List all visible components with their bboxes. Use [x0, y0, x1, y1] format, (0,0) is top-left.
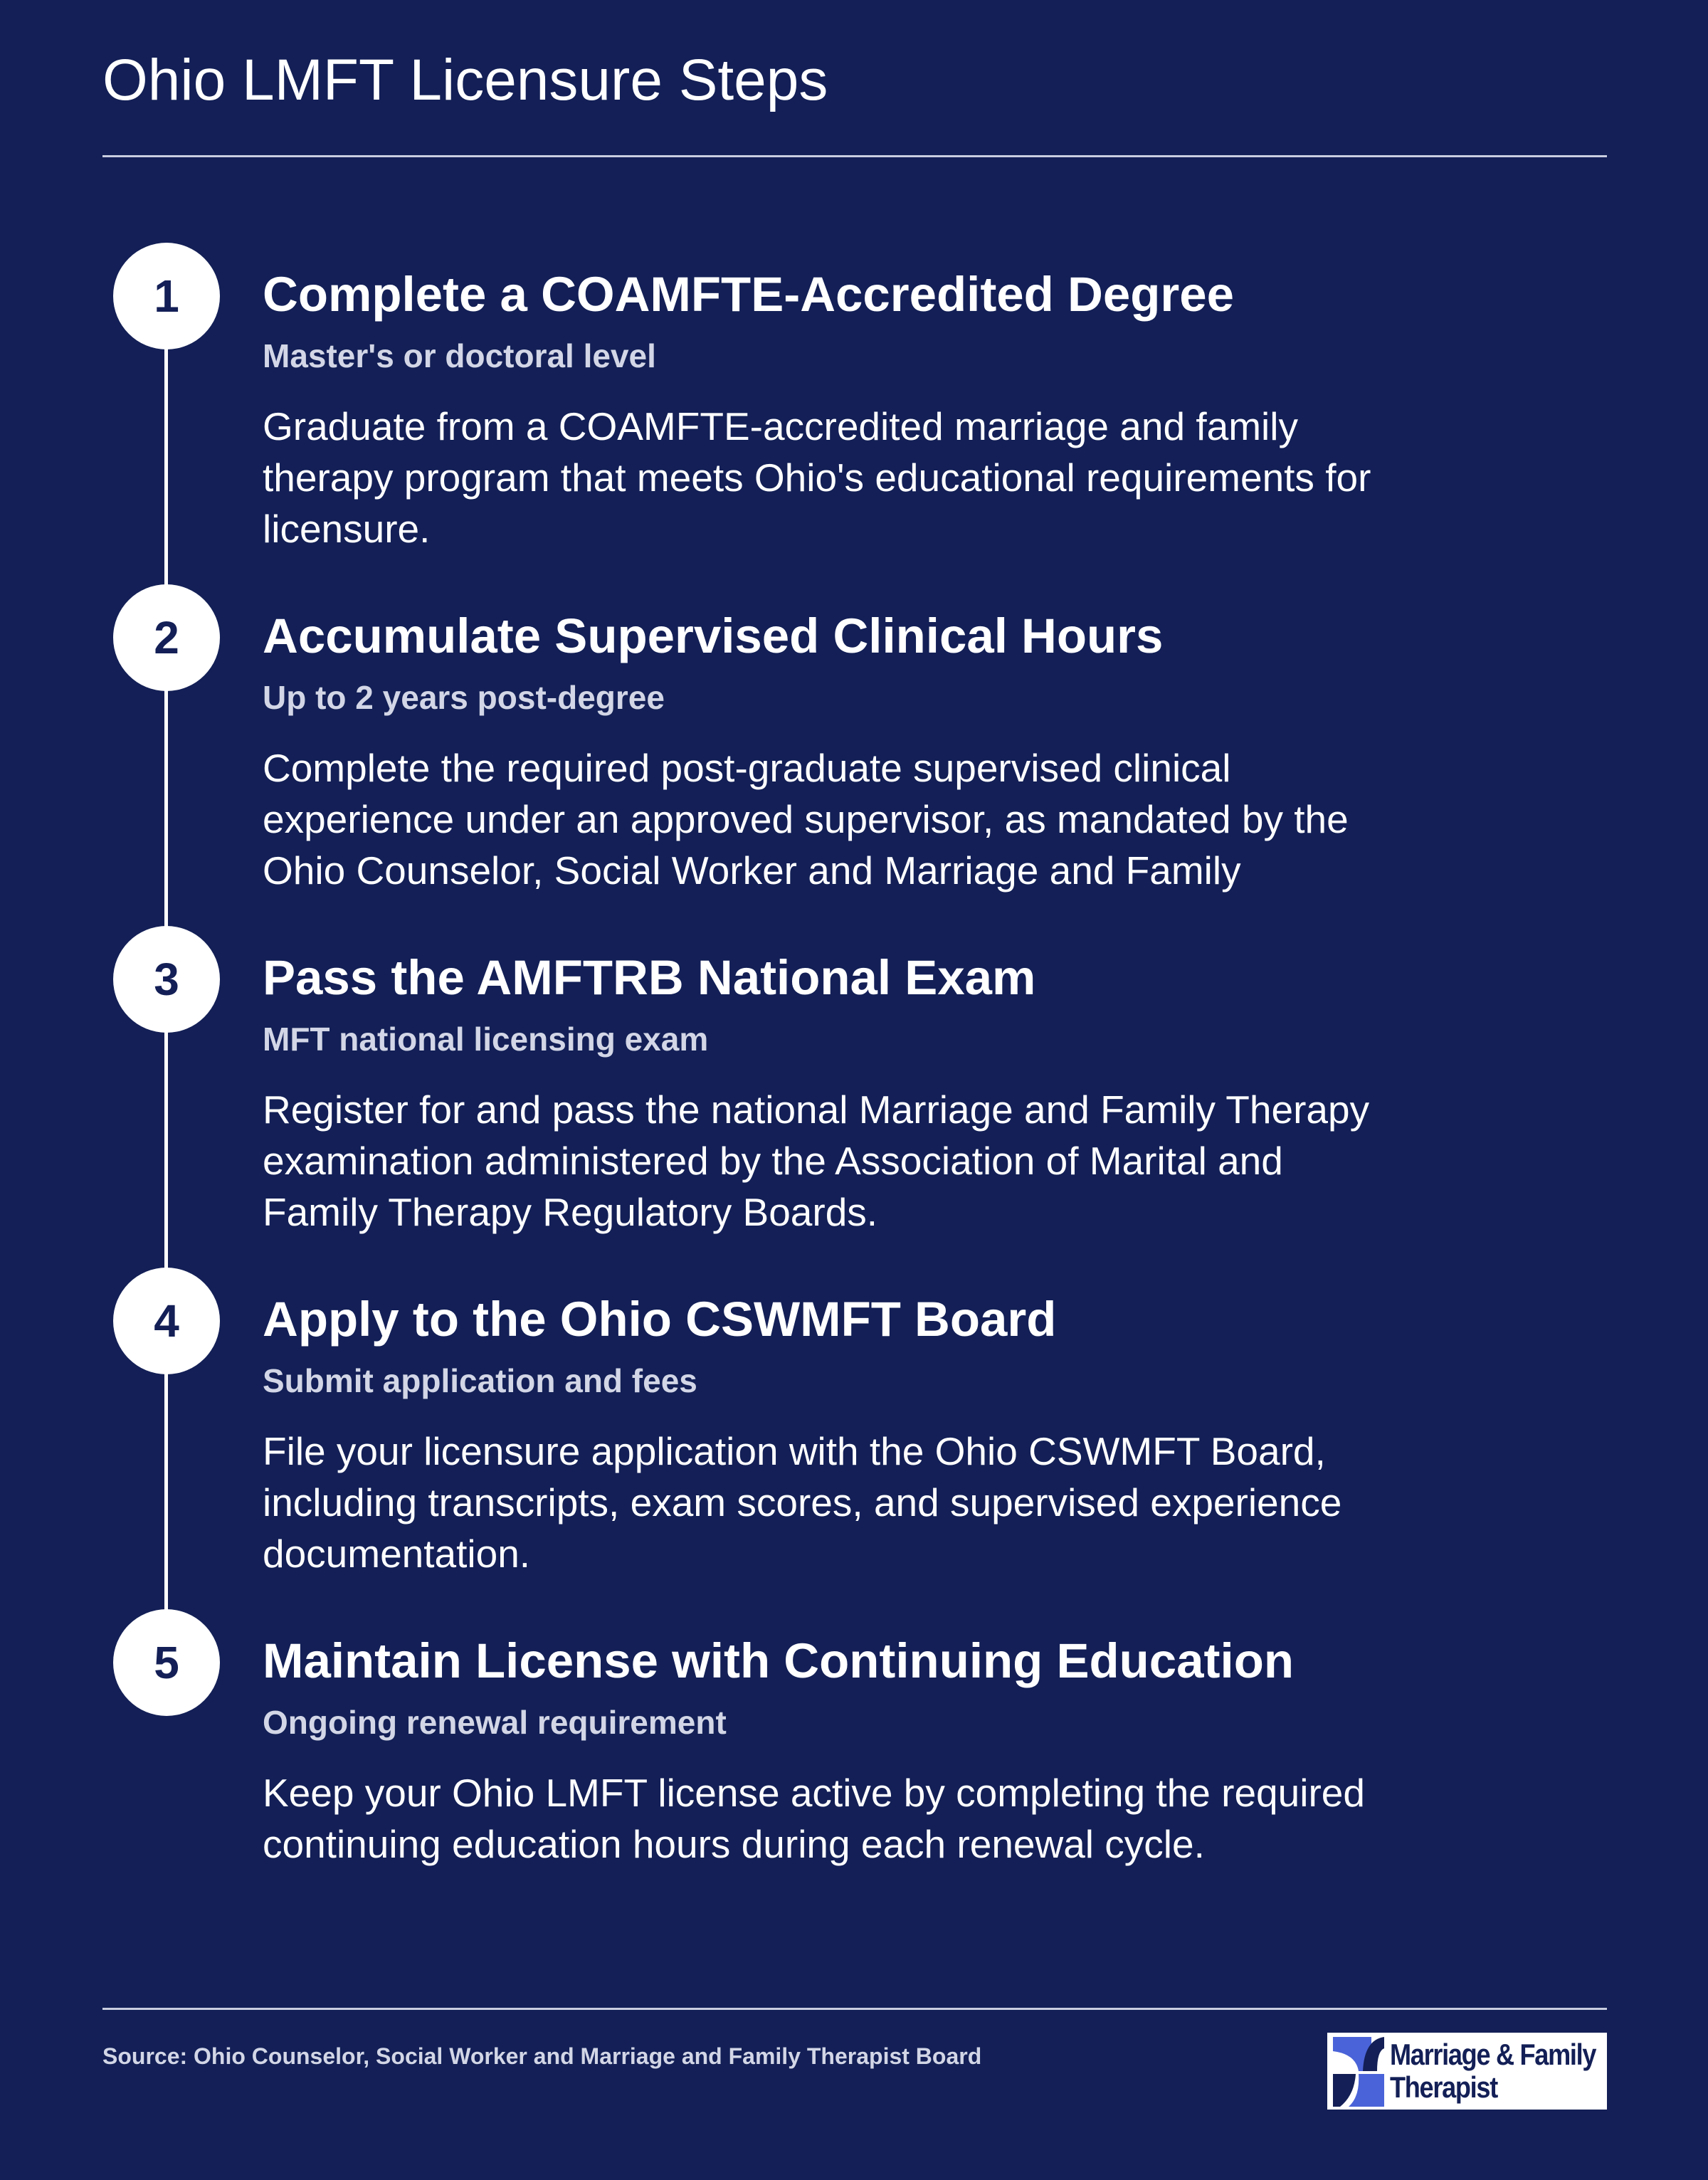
step-subtitle: MFT national licensing exam [263, 1021, 709, 1058]
footer-divider [102, 2008, 1607, 2010]
step-description: File your licensure application with the Ohio CSWMFT Board, including transcripts, exam scores, and supervised experience documentation. [263, 1429, 1342, 1576]
step-number-badge: 3 [113, 926, 220, 1033]
brand-logo[interactable] [1327, 2033, 1607, 2110]
logo-wordmark [1390, 2038, 1596, 2104]
step-description: Keep your Ohio LMFT license active by completing the required continuing education hours during each renewal cycle. [263, 1771, 1365, 1866]
step-description: Register for and pass the national Marriage and Family Therapy examination administered by the Association of Marital and Family Therapy Regulatory Boards. [263, 1088, 1370, 1234]
step-number-badge: 1 [113, 243, 220, 349]
step-description: Complete the required post-graduate supervised clinical experience under an approved supervisor, as mandated by the Ohio Counselor, Social Worker and Marriage and Family [263, 746, 1349, 892]
step-title: Apply to the Ohio CSWMFT Board [263, 1292, 1057, 1347]
step-number-badge: 5 [113, 1609, 220, 1716]
step-subtitle: Master's or doctoral level [263, 337, 656, 374]
step-subtitle: Ongoing renewal requirement [263, 1704, 727, 1741]
step-4 [0, 1268, 1708, 1609]
source-citation: Source: Ohio Counselor, Social Worker and Marriage and Family Therapist Board [102, 2043, 982, 2069]
step-3 [0, 926, 1708, 1268]
page-title: Ohio LMFT Licensure Steps [102, 48, 828, 112]
logo-line-1: Marriage & Family [1390, 2038, 1596, 2071]
step-subtitle: Up to 2 years post-degree [263, 679, 665, 716]
step-2 [0, 584, 1708, 926]
step-subtitle: Submit application and fees [263, 1362, 697, 1399]
step-5 [0, 1609, 1708, 1951]
step-1 [0, 243, 1708, 584]
step-title: Complete a COAMFTE-Accredited Degree [263, 267, 1234, 322]
header-divider [102, 155, 1607, 157]
step-number-badge: 2 [113, 584, 220, 691]
logo-line-2: Therapist [1390, 2070, 1497, 2104]
step-title: Pass the AMFTRB National Exam [263, 950, 1036, 1005]
logo-mark-icon [1327, 2033, 1387, 2110]
step-number-badge: 4 [113, 1268, 220, 1374]
step-description: Graduate from a COAMFTE-accredited marriage and family therapy program that meets Ohio's educational requirements for licensure. [263, 404, 1371, 551]
step-title: Maintain License with Continuing Education [263, 1633, 1294, 1688]
step-title: Accumulate Supervised Clinical Hours [263, 609, 1164, 663]
